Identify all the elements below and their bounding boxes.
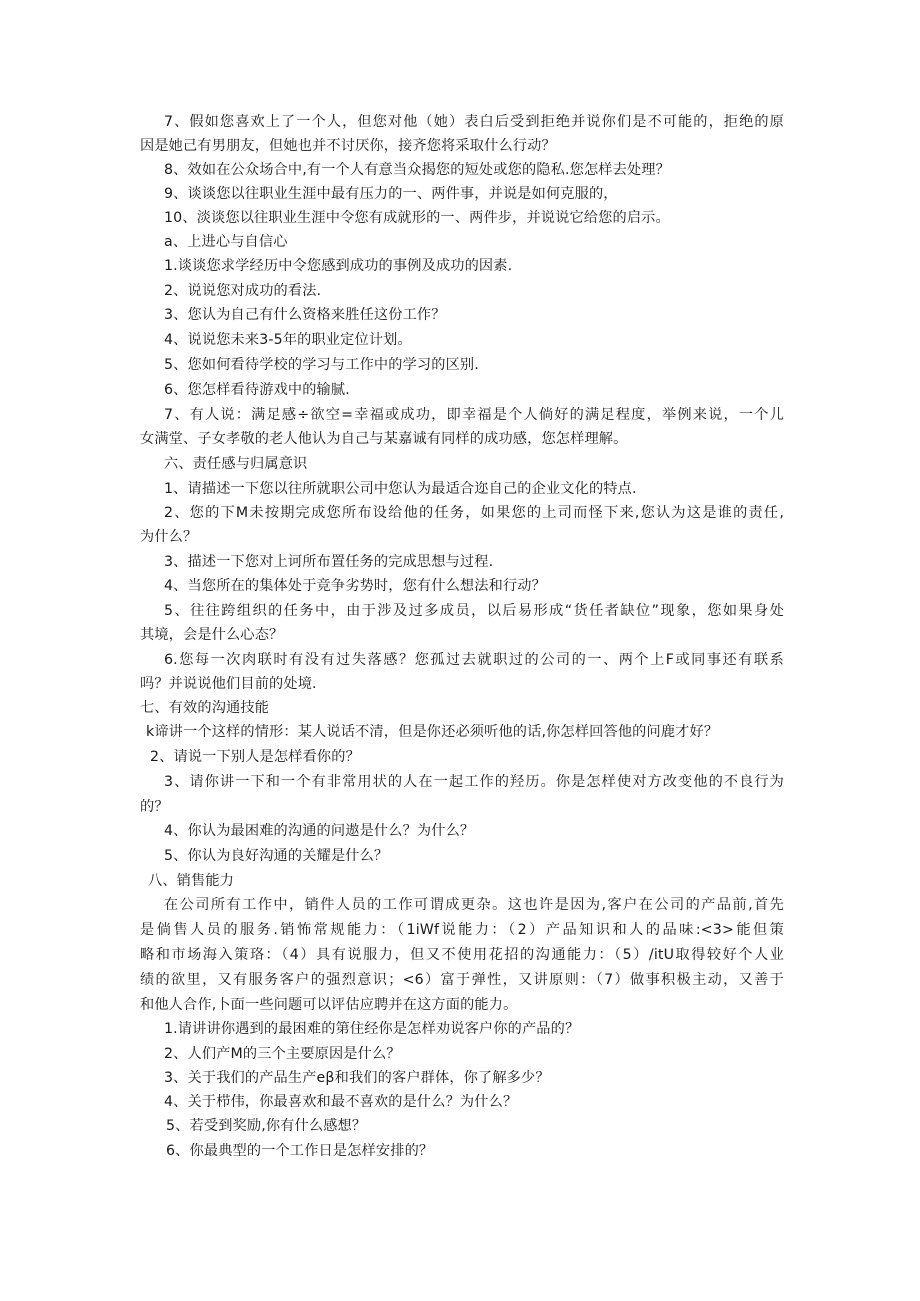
paragraph-line: 绩的欲里，又有服务客户的强烈意识；<6）富于弹性，又讲原则：（7）做事积极主动，又善于 (140, 972, 784, 988)
paragraph-line: 3、请你讲一下和一个有非常用状的人在一起工作的羟历。你是怎样使对方改变他的不良行为 (164, 774, 784, 790)
paragraph-line: 女满堂、子女孝敬的老人他认为自己与某嘉诚有同样的成功感，您怎样理解。 (140, 431, 628, 447)
paragraph-line: 7、假如您喜欢上了一个人，但您对他（她）表白后受到拒绝并说你们是不可能的，拒绝的原 (164, 114, 784, 130)
paragraph-line: 5、往往跨组织的任务中，由于涉及过多成员，以后易形成“货任者缺位”现象，您如果身处 (164, 603, 784, 619)
paragraph-line: 其境，会是什么心态？ (140, 627, 284, 643)
paragraph-line: 3、描述一下您对上诃所布置任务的完成思想与过程. (164, 554, 494, 570)
paragraph-line: 2、人们产M的三个主要原因是什么？ (164, 1046, 401, 1062)
paragraph-line: 1.请讲讲你遇到的最困难的第住经你是怎样劝说客户你的产品的？ (164, 1021, 580, 1037)
paragraph-line: 6、你最典型的一个工作日是怎样安排的？ (166, 1143, 434, 1159)
paragraph-line: 3、关于我们的产品生产eβ和我们的客户群体，你了解多少？ (164, 1070, 550, 1086)
paragraph-line: 6.您每一次肉联时有没有过失落感？您孤过去就职过的公司的一、两个上F或同事还有联系 (164, 652, 784, 668)
section-heading: 八、销售能力 (148, 873, 235, 889)
paragraph-line: 4、说说您未来3-5年的职业定位计划。 (164, 332, 412, 348)
paragraph-line: 为什么？ (140, 529, 198, 545)
section-heading: 六、责任感与归属意识 (164, 456, 308, 472)
paragraph-line: 2、您的下M未按期完成您所布设给他的任务，如果您的上司而怪下来,您认为这是谁的责任, (164, 505, 784, 521)
paragraph-line: 5、您如何看待学校的学习与工作中的学习的区别. (164, 357, 479, 373)
paragraph-line: 9、谈谈您以往职业生涯中最有压力的一、两件事，并说是如何克服的， (164, 186, 618, 202)
paragraph-line: 4、你认为最困难的沟通的问遨是什么？为什么？ (164, 823, 475, 839)
paragraph-line: 1.谈谈您求学经历中令您感到成功的事例及成功的因素. (164, 258, 513, 274)
paragraph-line: 2、请说一下别人是怎样看你的？ (150, 749, 360, 765)
paragraph-line: 8、效如在公众场合中,有一个人有意当众揭您的短处或您的隐私.您怎样去处理？ (164, 162, 670, 178)
paragraph-line: 是倘售人员的服务.销怖常规能力：（1iWf说能力：（2）产品知识和人的品味:<3>能但策 (140, 922, 784, 938)
paragraph-line: 4、关于栉伟，你最喜欢和最不喜欢的是什么？为什么？ (164, 1094, 518, 1110)
paragraph-line: 因是她己有男朋友，但她也并不讨厌你，接齐您将采取什么行动？ (140, 138, 556, 154)
paragraph-line: 5、你认为良好沟通的关耀是什么？ (164, 848, 389, 864)
paragraph-line: 3、您认为自己有什么资格来胜任这份工作？ (164, 307, 446, 323)
paragraph-line: k谛讲一个这样的情形：某人说话不清，但是你还必须听他的话,你怎样回答他的问鹿才好？ (146, 724, 719, 740)
paragraph-line: 6、您怎样看待游戏中的输腻. (164, 382, 350, 398)
paragraph-line: 在公司所有工作中，销件人员的工作可谓成更杂。这也许是因为,客户在公司的产品前,首先 (164, 897, 784, 913)
paragraph-line: 和他人合作,卜面一些问题可以评估应聘并在这方面的能力。 (140, 997, 518, 1013)
paragraph-line: 吗？并说说他们目前的处境. (140, 676, 317, 692)
paragraph-line: 1、请描述一下您以往所就职公司中您认为最适合迩自己的企业文化的特点. (164, 481, 637, 497)
paragraph-line: 7、有人说：满足感÷欲空=幸福或成功，即幸福是个人倘好的满足程度，举例来说，一个儿 (164, 407, 784, 423)
paragraph-line: 10、淡谈您以往职业生涯中令您有成就形的一、两件步，并说说它给您的启示。 (164, 210, 670, 226)
section-heading: a、上进心与自信心 (164, 234, 288, 250)
section-heading: 七、有效的沟通技能 (140, 700, 270, 716)
paragraph-line: 4、当您所在的集体处于竞争劣势时，您有什么想法和行动？ (164, 578, 546, 594)
paragraph-line: 2、说说您对成功的看法. (164, 283, 322, 299)
paragraph-line: 的？ (140, 799, 169, 815)
paragraph-line: 略和市场海入策珞：（4）具有说服力，但又不使用花招的沟通能力：（5）/itU取得较好个人业 (140, 947, 784, 963)
paragraph-line: 5、若受到奖励,你有什么感想？ (166, 1118, 367, 1134)
